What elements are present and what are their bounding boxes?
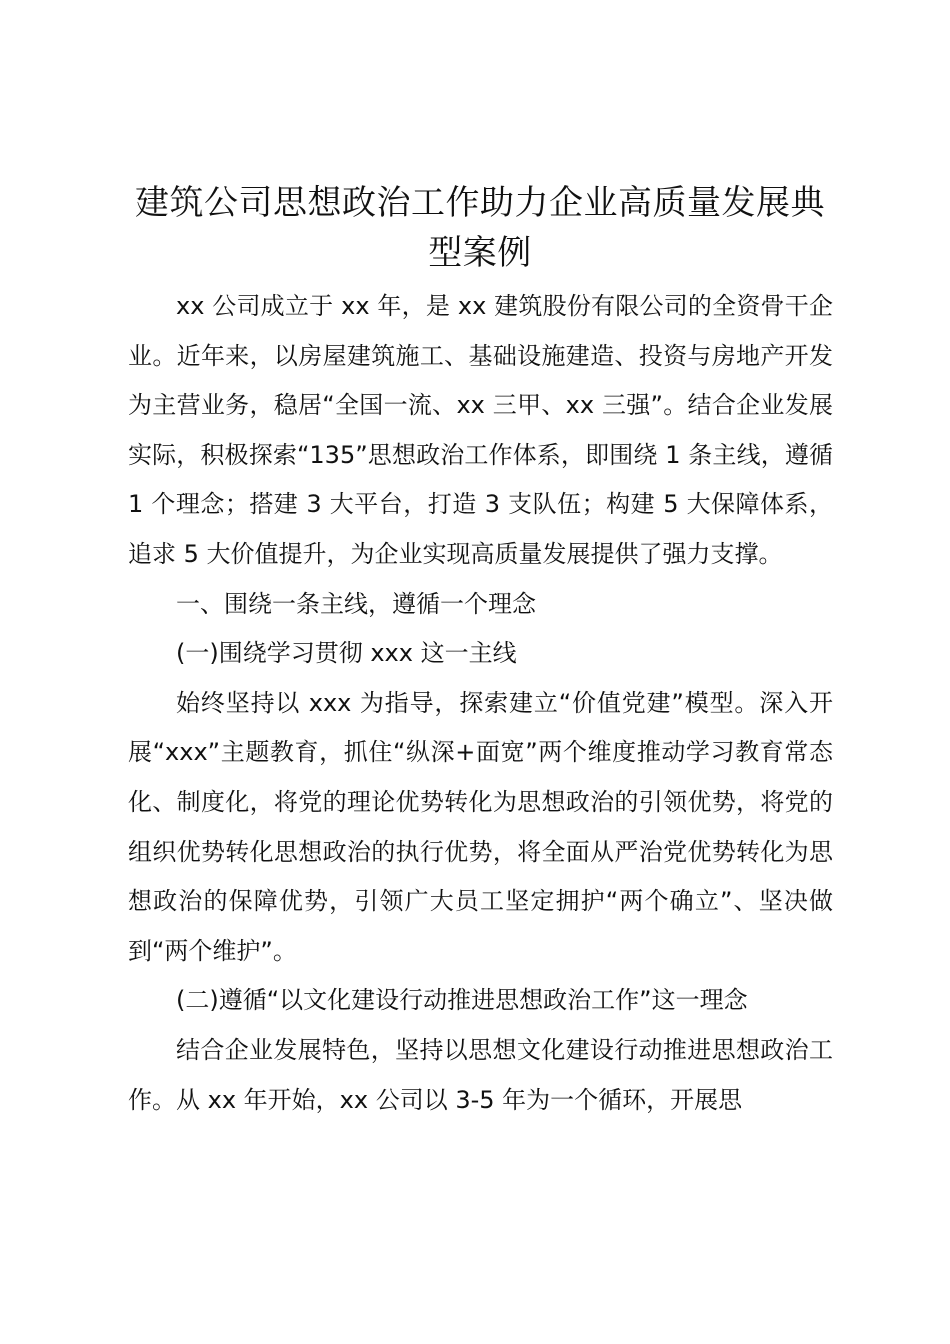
intro-paragraph: xx 公司成立于 xx 年，是 xx 建筑股份有限公司的全资骨干企业。近年来，以房屋建筑施工、基础设施建造、投资与房地产开发为主营业务，稳居“全国一流、xx 三甲、xx 三强”。结合企业发展实际，积极探索“135”思想政治工作体系，即围绕 1 条主线，遵循 1 个理念；搭建 3 大平台，打造 3 支队伍；构建 5 大保障体系，追求 5 大价值提升，为企业实现高质量发展提供了强力支撑。 (128, 292, 841, 568)
section-heading-1: 一、围绕一条主线，遵循一个理念 (176, 589, 536, 618)
subsection-2-paragraph: 结合企业发展特色，坚持以思想文化建设行动推进思想政治工作。从 xx 年开始，xx 公司以 3-5 年为一个循环，开展思 (128, 1035, 833, 1114)
subsection-1-paragraph: 始终坚持以 xxx 为指导，探索建立“价值党建”模型。深入开展“xxx”主题教育，抓住“纵深+面宽”两个维度推动学习教育常态化、制度化，将党的理论优势转化为思想政治的引领优势，将党的组织优势转化思想政治的执行优势，将全面从严治党优势转化为思想政治的保障优势，引领广大员工坚定拥护“两个确立”、坚决做到“两个维护”。 (128, 688, 833, 965)
subsection-heading-2: (二)遵循“以文化建设行动推进思想政治工作”这一理念 (176, 986, 748, 1015)
subsection-heading-1: (一)围绕学习贯彻 xxx 这一主线 (176, 639, 517, 668)
document-body (128, 282, 841, 1125)
document-title: 建筑公司思想政治工作助力企业高质量发展典型案例 (135, 183, 825, 273)
